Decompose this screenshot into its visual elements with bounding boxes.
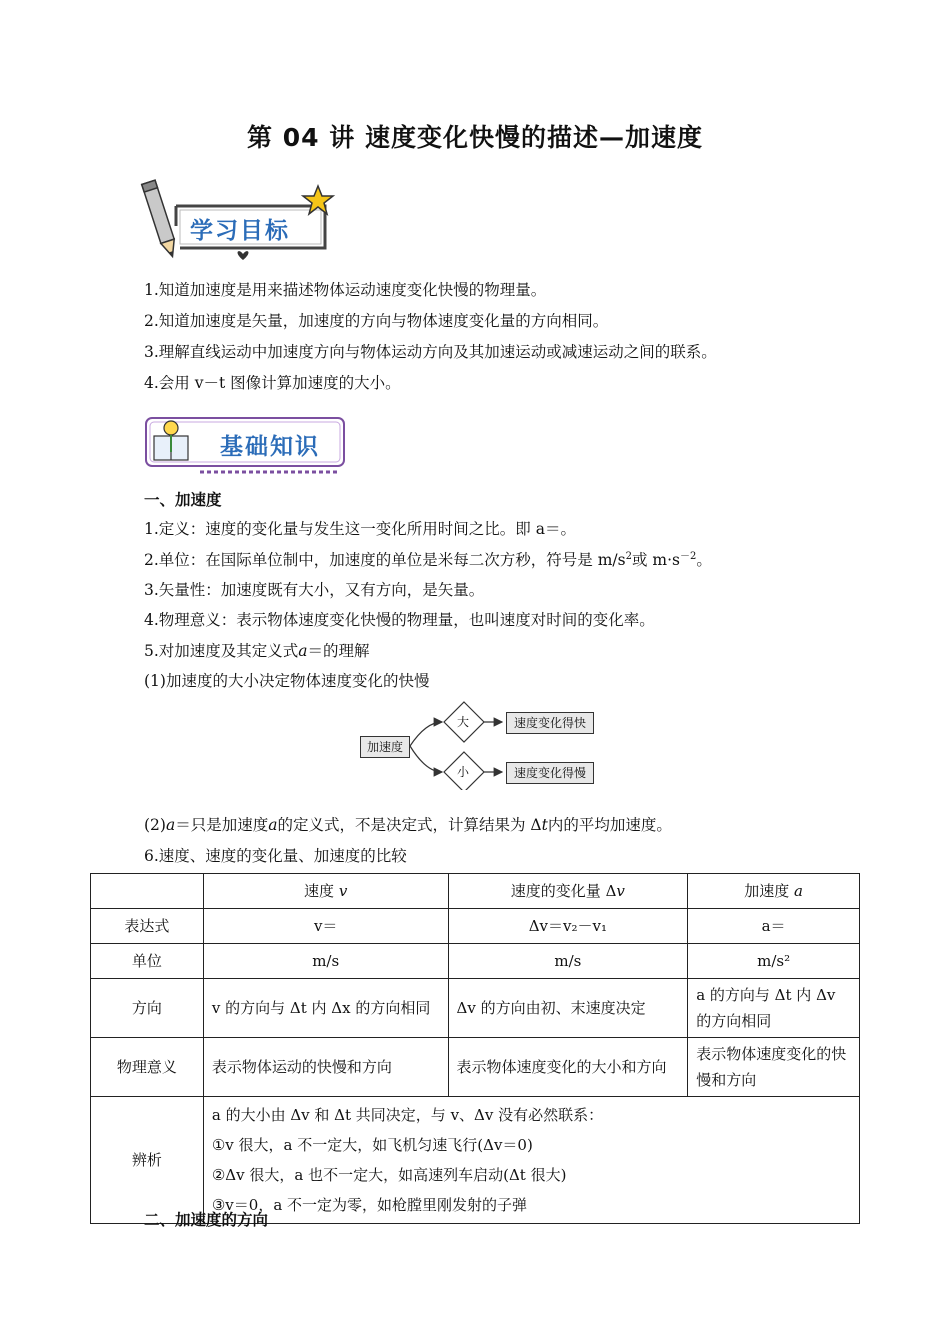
section-heading-acceleration: 一、加速度: [144, 491, 222, 509]
objective-1: 1.知道加速度是用来描述物体运动速度变化快慢的物理量。: [144, 281, 547, 299]
page-title: 第 04 讲 速度变化快慢的描述—加速度: [247, 123, 703, 152]
vector-line: 3.矢量性：加速度既有大小，又有方向，是矢量。: [144, 581, 485, 599]
knowledge-banner: [144, 412, 348, 482]
comparison-intro-line: 6.速度、速度的变化量、加速度的比较: [144, 847, 407, 865]
table-header-row: [91, 874, 860, 909]
magnitude-line: (1)加速度的大小决定物体速度变化的快慢: [144, 672, 430, 690]
table-cell: a 的方向与 Δt 内 Δv 的方向相同: [688, 979, 860, 1038]
knowledge-banner-title: 基础知识: [220, 434, 320, 460]
table-cell: m/s²: [688, 944, 860, 979]
table-cell: 表示物体速度变化的快慢和方向: [688, 1038, 860, 1097]
row-label-unit: 单位: [91, 944, 204, 979]
flow-small-label: 小: [457, 765, 470, 779]
table-cell: 表示物体运动的快慢和方向: [203, 1038, 448, 1097]
analysis-line-3: ②Δv 很大，a 也不一定大，如高速列车启动(Δt 很大): [211, 1166, 567, 1184]
row-label-meaning: 物理意义: [91, 1038, 204, 1097]
meaning-line: 4.物理意义：表示物体速度变化快慢的物理量，也叫速度对时间的变化率。: [144, 611, 655, 629]
unit-line: 2.单位：在国际单位制中，加速度的单位是米每二次方秒，符号是 $m/s^2$或 $m\cdot s^{-2}$。: [144, 551, 712, 570]
table-cell: v 的方向与 Δt 内 Δx 的方向相同: [203, 979, 448, 1038]
objective-3: 3.理解直线运动中加速度方向与物体运动方向及其加速运动或减速运动之间的联系。: [144, 343, 717, 361]
table-row: [91, 979, 860, 1038]
objective-4: 4.会用 v－t 图像计算加速度的大小。: [144, 374, 401, 392]
table-cell: [91, 874, 204, 909]
table-header-acceleration: 加速度 a: [688, 874, 860, 909]
flow-source-box: 加速度: [360, 736, 410, 758]
table-cell: 表示物体速度变化的大小和方向: [448, 1038, 688, 1097]
table-cell: Δv 的方向由初、末速度决定: [448, 979, 688, 1038]
section-heading-direction: 二、加速度的方向: [144, 1211, 269, 1229]
flow-slow-box: 速度变化得慢: [506, 762, 594, 784]
table-cell: Δv＝v₂－v₁: [448, 909, 688, 944]
flow-fast-box: 速度变化得快: [506, 712, 594, 734]
analysis-line-1: a 的大小由 Δv 和 Δt 共同决定，与 v、Δv 没有必然联系：: [211, 1106, 604, 1124]
objective-2: 2.知道加速度是矢量，加速度的方向与物体速度变化量的方向相同。: [144, 312, 609, 330]
flow-big-label: 大: [457, 715, 470, 729]
table-cell: v＝: [203, 909, 448, 944]
row-label-analysis: 辨析: [91, 1097, 204, 1224]
table-cell: [203, 1097, 859, 1224]
comparison-table: [90, 873, 860, 1224]
table-cell: a＝: [688, 909, 860, 944]
row-label-direction: 方向: [91, 979, 204, 1038]
objectives-banner: [140, 176, 340, 266]
definition-line: 1.定义：速度的变化量与发生这一变化所用时间之比。即 a＝。: [144, 520, 576, 538]
row-label-expression: 表达式: [91, 909, 204, 944]
table-row: [91, 1038, 860, 1097]
analysis-line-2: ①v 很大，a 不一定大，如飞机匀速飞行(Δv＝0): [211, 1136, 533, 1154]
table-header-velocity: 速度 v: [203, 874, 448, 909]
understanding-line: 5.对加速度及其定义式a＝的理解: [144, 642, 370, 660]
table-cell: m/s: [203, 944, 448, 979]
objectives-banner-title: 学习目标: [190, 218, 290, 244]
table-header-velocity-change: 速度的变化量 Δv: [448, 874, 688, 909]
table-row: [91, 909, 860, 944]
table-row: [91, 944, 860, 979]
table-cell: m/s: [448, 944, 688, 979]
table-row: [91, 1097, 860, 1224]
analysis-line-4: ③v＝0，a 不一定为零，如枪膛里刚发射的子弹: [211, 1196, 528, 1214]
definition-formula-line: (2)a＝只是加速度a的定义式，不是决定式，计算结果为 Δt内的平均加速度。: [144, 816, 672, 834]
